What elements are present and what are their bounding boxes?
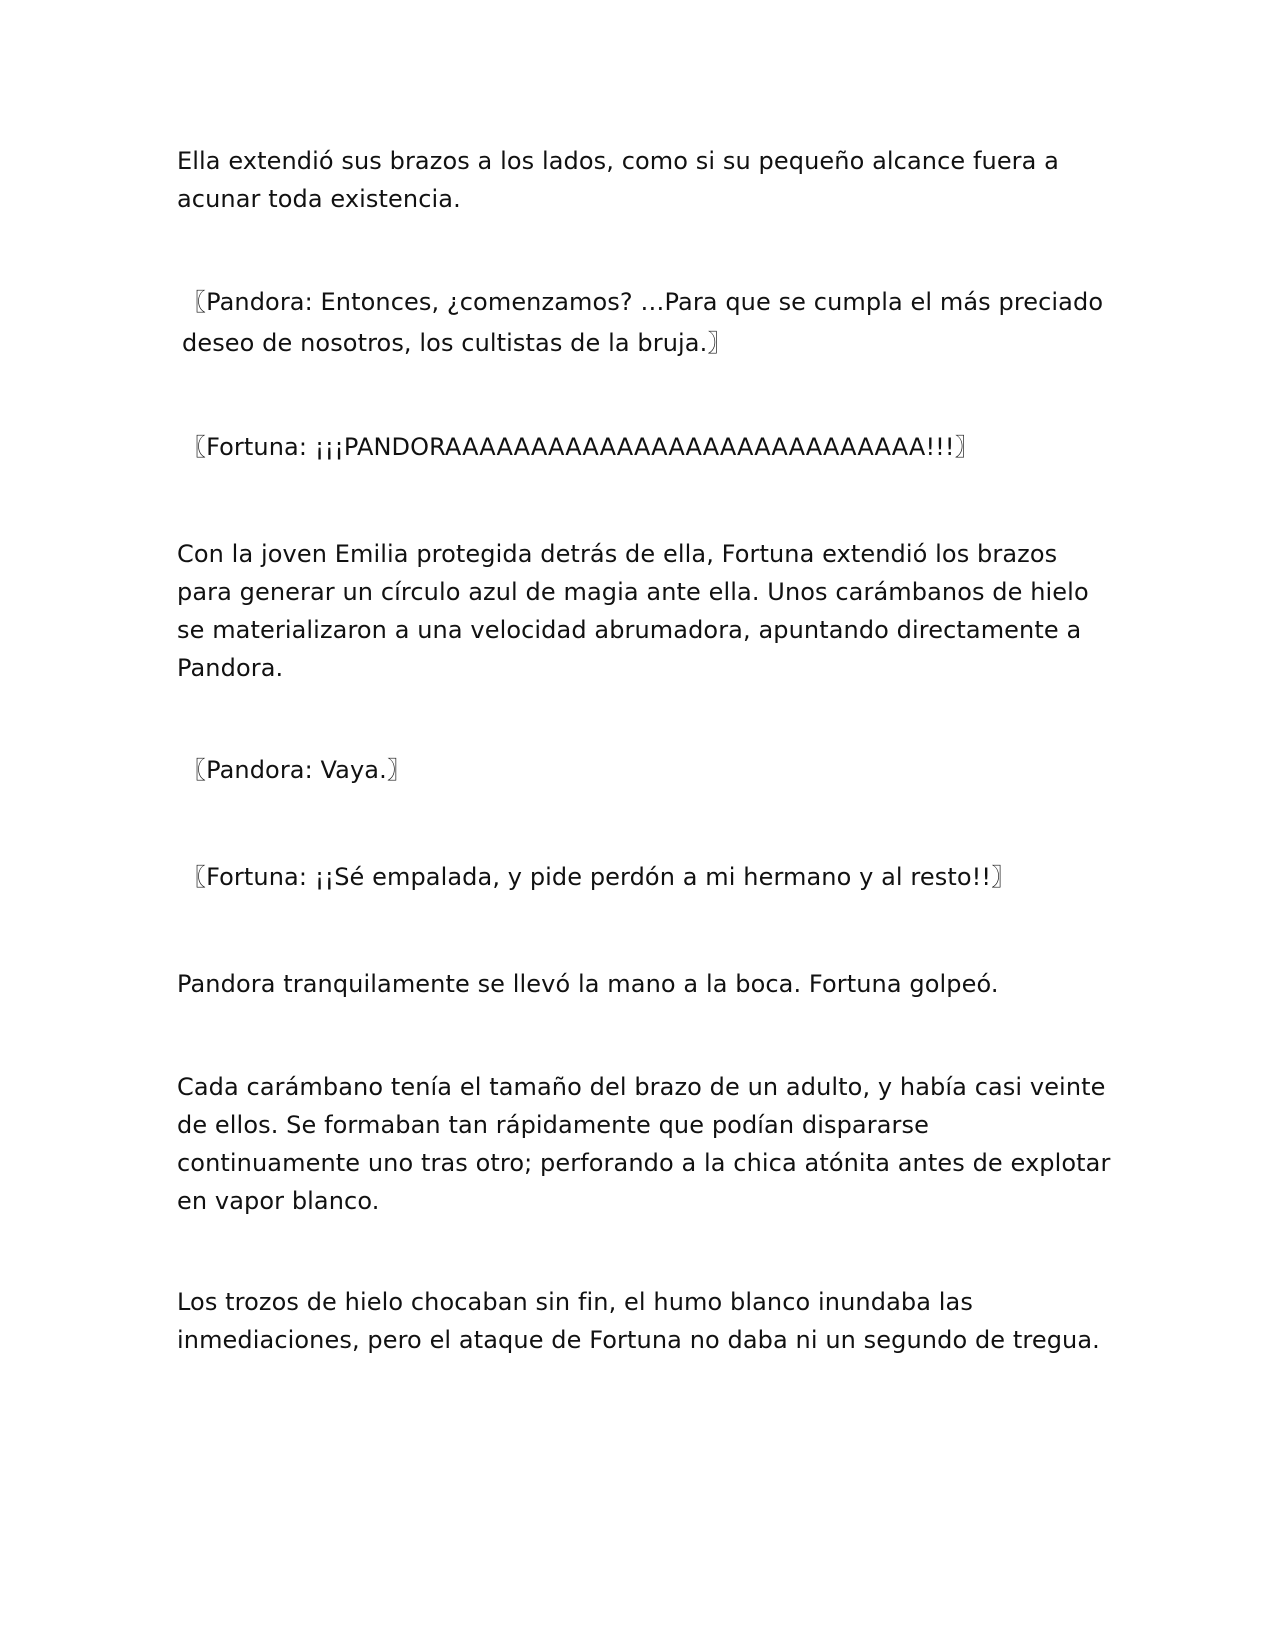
paragraph-dialogue-pandora-1: 〖Pandora: Entonces, ¿comenzamos? …Para que se cumpla el más preciado deseo de nosotros, los cultistas de la bruja.〗 (182, 288, 1104, 357)
paragraph-narration-4: Cada carámbano tenía el tamaño del brazo de un adulto, y había casi veinte de ellos. Se formaban tan rápidamente que podían dispararse continuamente uno tras otro; perforando a la chica atónita antes de explotar en vapor blanco. (177, 1073, 1111, 1215)
paragraph-dialogue-fortuna-2: 〖Fortuna: ¡¡Sé empalada, y pide perdón a mi hermano y al resto!!〗 (182, 863, 1016, 891)
paragraph-narration-1: Ella extendió sus brazos a los lados, como si su pequeño alcance fuera a acunar toda existencia. (177, 147, 1059, 213)
paragraph-dialogue-fortuna-1: 〖Fortuna: ¡¡¡PANDORAAAAAAAAAAAAAAAAAAAAAAAAAAAA!!!〗 (182, 433, 979, 461)
paragraph-narration-2: Con la joven Emilia protegida detrás de ella, Fortuna extendió los brazos para generar un círculo azul de magia ante ella. Unos carámbanos de hielo se materializaron a una velocidad abrumadora, apuntando directamente a Pandora. (177, 540, 1089, 682)
paragraph-dialogue-pandora-2: 〖Pandora: Vaya.〗 (182, 756, 411, 784)
paragraph-narration-3: Pandora tranquilamente se llevó la mano a la boca. Fortuna golpeó. (177, 970, 999, 998)
paragraph-narration-5: Los trozos de hielo chocaban sin fin, el humo blanco inundaba las inmediaciones, pero el ataque de Fortuna no daba ni un segundo de tregua. (177, 1288, 1100, 1354)
